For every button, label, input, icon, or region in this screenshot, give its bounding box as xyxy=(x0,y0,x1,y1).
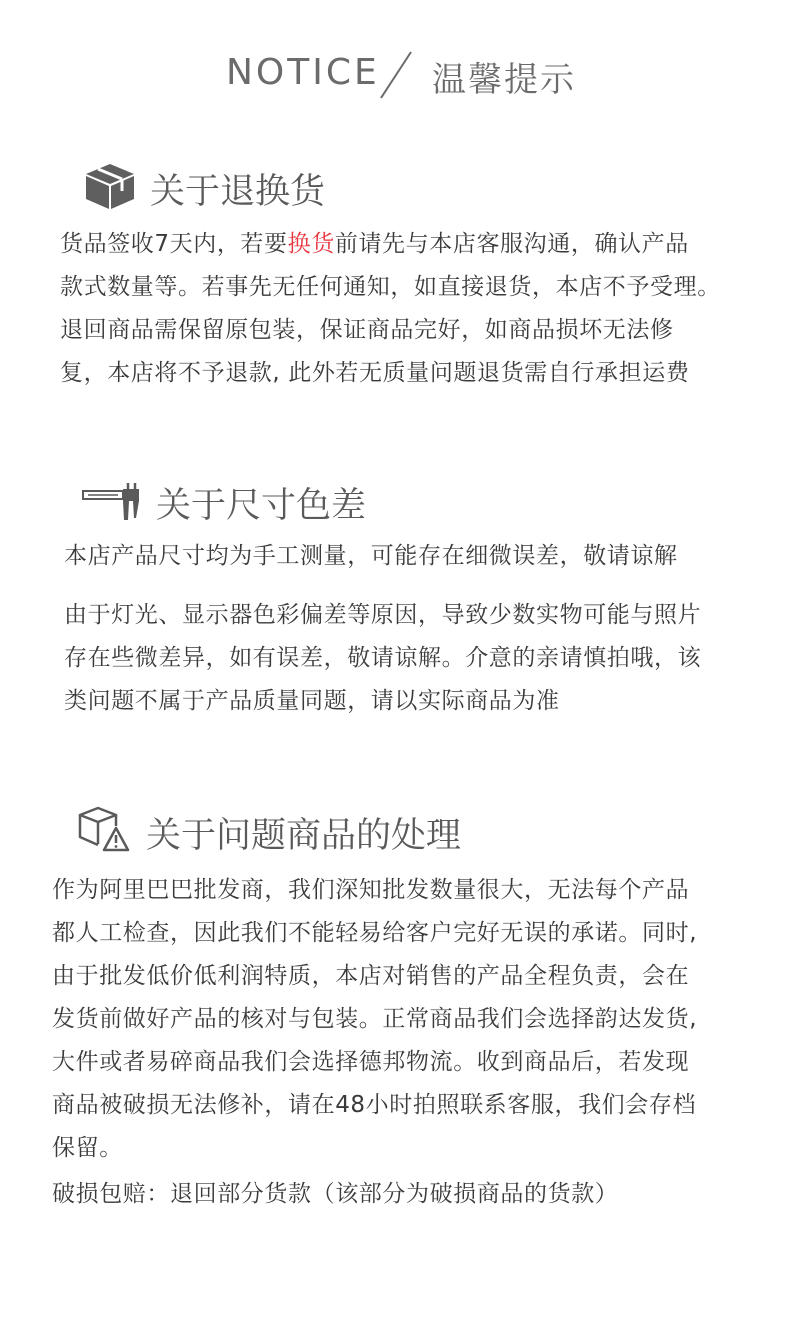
notice-header xyxy=(0,44,800,104)
slash-divider-icon xyxy=(378,50,414,100)
returns-line-1 xyxy=(60,225,689,258)
problem-line-8: 破损包赔：退回部分货款（该部分为破损商品的货款） xyxy=(52,1181,619,1207)
returns-line-2: 款式数量等。若事先无任何通知，如直接退货，本店不予受理。 xyxy=(60,274,721,300)
problem-line-1: 作为阿里巴巴批发商，我们深知批发数量很大，无法每个产品 xyxy=(52,877,690,903)
returns-line-1-post: 前请先与本店客服沟通，确认产品 xyxy=(334,231,689,257)
section-title-returns: 关于退换货 xyxy=(150,172,326,212)
exchange-highlight: 换货 xyxy=(287,231,335,257)
returns-line-3: 退回商品需保留原包装，保证商品完好，如商品损坏无法修 xyxy=(60,317,674,343)
size-line-4: 类问题不属于产品质量同题，请以实际商品为准 xyxy=(64,688,560,714)
problem-line-7: 保留。 xyxy=(52,1135,123,1161)
package-box-icon xyxy=(84,162,136,210)
returns-line-1-pre: 货品签收7天内，若要 xyxy=(60,231,288,257)
problem-line-4: 发货前做好产品的核对与包装。正常商品我们会选择韵达发货, xyxy=(52,1006,698,1032)
section-title-size-color: 关于尺寸色差 xyxy=(156,486,367,526)
size-line-3: 存在些微差异，如有误差，敬请谅解。介意的亲请慎拍哦，该 xyxy=(64,645,702,671)
problem-line-5: 大件或者易碎商品我们会选择德邦物流。收到商品后，若发现 xyxy=(52,1049,690,1075)
size-line-1: 本店产品尺寸均为手工测量，可能存在细微误差，敬请谅解 xyxy=(64,543,678,569)
problem-line-3: 由于批发低价低利润特质，本店对销售的产品全程负责，会在 xyxy=(52,963,690,989)
caliper-icon xyxy=(82,482,142,522)
problem-line-6: 商品被破损无法修补，请在48小时拍照联系客服，我们会存档 xyxy=(52,1092,697,1118)
problem-line-2: 都人工检查，因此我们不能轻易给客户完好无误的承诺。同时, xyxy=(52,920,698,946)
section-title-problem-products: 关于问题商品的处理 xyxy=(146,816,462,856)
returns-line-4: 复，本店将不予退款, 此外若无质量问题退货需自行承担运费 xyxy=(60,360,690,386)
notice-title-en: NOTICE xyxy=(226,52,380,93)
damaged-package-warning-icon xyxy=(78,806,130,852)
size-line-2: 由于灯光、显示器色彩偏差等原因，导致少数实物可能与照片 xyxy=(64,602,702,628)
notice-title-cn: 温馨提示 xyxy=(432,60,576,100)
